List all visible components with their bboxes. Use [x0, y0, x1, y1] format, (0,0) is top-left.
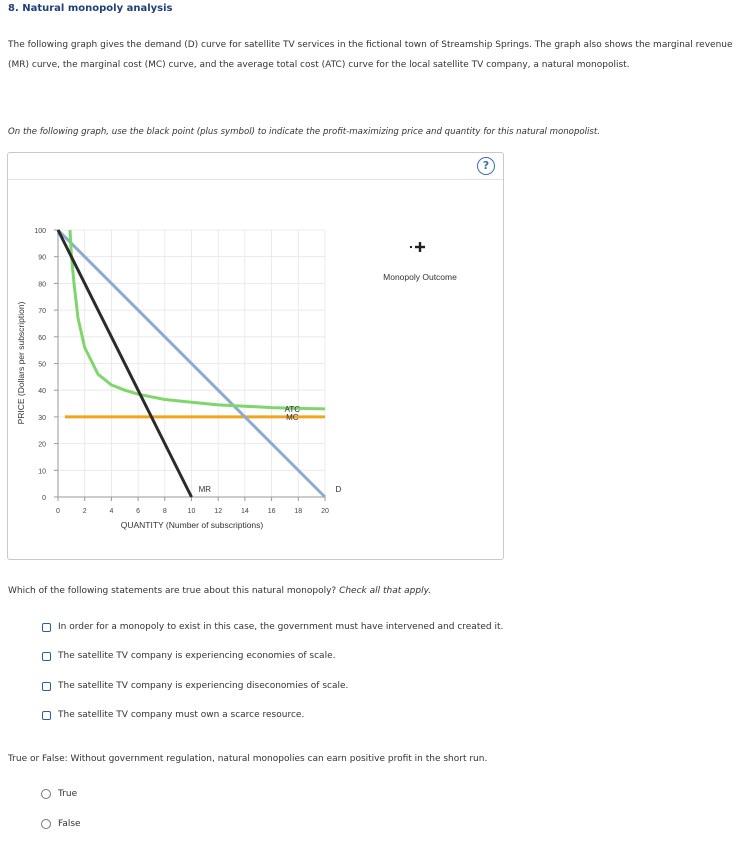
radio-option-true[interactable]	[41, 789, 77, 799]
statements-prompt-hint: Check all that apply.	[339, 586, 432, 596]
checkbox[interactable]	[42, 682, 51, 691]
question-title: 8. Natural monopoly analysis	[8, 3, 173, 14]
y-tick-label: 100	[34, 228, 46, 235]
plus-marker-icon[interactable]	[410, 242, 425, 252]
checkbox[interactable]	[42, 623, 51, 632]
x-tick-label: 4	[109, 508, 114, 515]
y-tick-label: 20	[38, 441, 46, 449]
y-tick-label: 70	[38, 308, 46, 316]
radio-button[interactable]	[41, 789, 51, 799]
true-false-prompt: True or False: Without government regulation, natural monopolies can earn positive profit in the short run.	[8, 754, 488, 764]
y-tick-label: 50	[38, 361, 46, 369]
y-tick-label: 10	[38, 468, 46, 476]
graph-instruction: On the following graph, use the black point (plus symbol) to indicate the profit-maximizing price and quantity for this natural monopolist.	[8, 127, 601, 137]
statement-option-label: The satellite TV company is experiencing diseconomies of scale.	[58, 681, 349, 691]
statement-option[interactable]	[42, 710, 304, 720]
y-tick-label: 30	[38, 414, 46, 422]
radio-button[interactable]	[41, 819, 51, 829]
y-tick-label: 60	[38, 334, 46, 342]
mc-label: MC	[286, 412, 299, 422]
x-tick-label: 14	[241, 508, 249, 515]
x-tick-label: 10	[187, 508, 196, 515]
mr-label: MR	[198, 484, 212, 494]
statement-option-label: In order for a monopoly to exist in this case, the government must have intervened and created it.	[58, 622, 504, 632]
radio-option-label: True	[58, 789, 78, 799]
y-axis-label: PRICE (Dollars per subscription)	[16, 301, 26, 425]
x-tick-label: 6	[136, 508, 141, 515]
statement-option-label: The satellite TV company must own a scarce resource.	[58, 710, 305, 720]
y-tick-label: 90	[38, 254, 46, 262]
monopoly-outcome-label: Monopoly Outcome	[383, 272, 457, 282]
x-tick-label: 12	[214, 508, 223, 515]
monopoly-outcome-tool[interactable]	[410, 242, 425, 252]
x-tick-label: 18	[294, 508, 303, 515]
atc-label: ATC	[284, 404, 301, 414]
statement-option[interactable]	[42, 622, 503, 632]
y-tick-label: 40	[38, 388, 46, 396]
radio-option-false[interactable]	[41, 819, 81, 829]
x-tick-label: 0	[56, 508, 60, 515]
checkbox[interactable]	[42, 652, 51, 661]
y-tick-label: 0	[42, 495, 46, 502]
statement-option-label: The satellite TV company is experiencing economies of scale.	[58, 651, 336, 661]
question-intro: The following graph gives the demand (D) curve for satellite TV services in the fictional town of Streamship Springs. The graph also shows the marginal revenue (MR) curve, the marginal cost (MC) curve, and the average total cost (ATC) curve for the local satellite TV company, a natural monopolist.	[8, 40, 733, 70]
checkbox[interactable]	[42, 711, 51, 720]
statements-prompt-text: Which of the following statements are true about this natural monopoly?	[8, 586, 337, 596]
statement-option[interactable]	[42, 681, 348, 691]
radio-option-label: False	[58, 819, 81, 829]
statement-option[interactable]	[42, 651, 335, 661]
y-tick-label: 80	[38, 281, 46, 289]
statements-prompt	[8, 586, 431, 596]
help-button[interactable]: ?	[477, 157, 495, 175]
x-axis-label: QUANTITY (Number of subscriptions)	[120, 520, 264, 530]
x-tick-label: 2	[82, 508, 87, 515]
x-tick-label: 16	[267, 508, 276, 515]
demand-label: D	[335, 484, 342, 494]
x-tick-label: 20	[321, 508, 329, 515]
x-tick-label: 8	[162, 508, 167, 515]
